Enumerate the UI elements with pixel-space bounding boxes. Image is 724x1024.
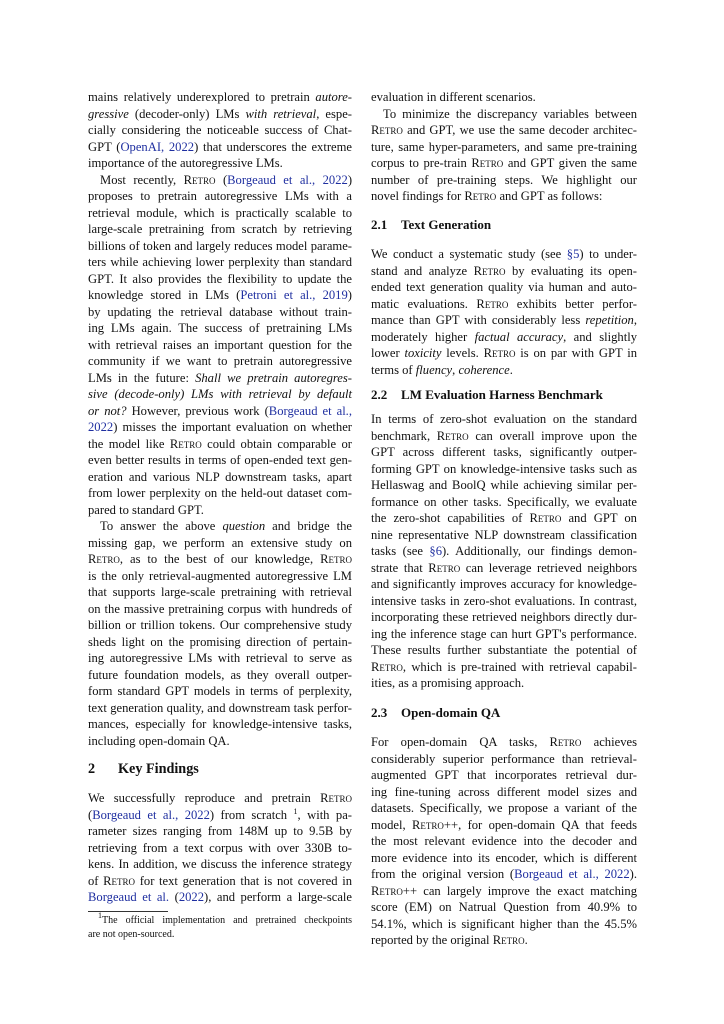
text-run: and GPT as follows:	[496, 189, 603, 203]
text-line	[88, 271, 352, 288]
text-line	[88, 337, 352, 354]
text-line	[88, 601, 352, 618]
text-line	[371, 345, 637, 362]
model-name: Retro	[476, 296, 509, 311]
text-line	[88, 469, 352, 486]
text-run: considerably superior performance than retrieval-	[371, 751, 637, 766]
text-run: knowledge stored in LMs (	[88, 288, 241, 302]
text-run: (	[88, 807, 93, 822]
text-run: and GPT on	[561, 511, 637, 525]
text-line	[88, 667, 352, 684]
text-line	[88, 807, 352, 824]
text-line	[371, 527, 637, 544]
text-line	[371, 155, 637, 172]
text-run: ), and perform a large-scale	[204, 890, 353, 904]
text-line	[88, 370, 352, 387]
text-run: exhibits better perfor-	[508, 296, 637, 311]
text-run: ing the inference stage can hurt GPT's performance.	[371, 626, 637, 641]
section-number: 2	[88, 761, 96, 777]
text-run: matic evaluations.	[371, 296, 477, 311]
model-name: Retro	[529, 511, 562, 525]
text-run: In terms of zero-shot evaluation on the standard	[371, 412, 637, 426]
text-run: is the only retrieval-augmented autoregressive LM	[88, 568, 352, 583]
footnote-marker: 1	[293, 806, 298, 816]
text-run: We successfully reproduce and pretrain	[88, 791, 321, 805]
text-run: mances, especially for knowledge-intensive tasks,	[88, 717, 352, 731]
text-run: benchmark,	[371, 428, 437, 443]
text-line	[371, 246, 637, 263]
text-run: , and slightly	[563, 329, 637, 344]
emphasis-text: or not?	[88, 403, 127, 418]
text-run: lower	[371, 346, 405, 360]
text-run: score (EM) on Natrual Question from 40.9% to	[371, 900, 637, 914]
text-run: corpus to pre-train	[371, 156, 472, 170]
text-line	[88, 634, 352, 651]
text-line	[371, 461, 637, 478]
text-run: forming GPT on knowledge-intensive tasks such as	[371, 461, 637, 476]
text-line	[371, 850, 637, 867]
text-line	[371, 494, 637, 511]
model-name: Retro	[103, 873, 136, 888]
section-heading-key-findings	[88, 760, 199, 778]
text-run: retrieving from a text corpus with over 330B to-	[88, 840, 352, 855]
text-run: achieves	[581, 735, 637, 749]
text-run: incorporating these retrieved neighbors directly dur-	[371, 610, 637, 624]
text-line	[88, 205, 352, 222]
text-line	[88, 568, 352, 585]
text-run: for text generation that is not covered in	[135, 873, 353, 888]
emphasis-text: with retrieval	[245, 106, 317, 121]
text-run: To minimize the discrepancy variables between	[383, 106, 637, 121]
text-run: from the original version (	[371, 867, 515, 881]
subsection-number: 2.1	[371, 217, 388, 232]
text-run: and GPT, we use the same decoder architec-	[402, 123, 637, 137]
text-run: ) that underscores the extreme	[194, 139, 352, 154]
text-run: ended text generation quality via human and auto-	[371, 280, 637, 294]
text-run: cially considering the noticeable success of Chat-	[88, 123, 352, 137]
text-line	[88, 928, 352, 942]
text-line	[371, 89, 637, 106]
subsection-title: LM Evaluation Harness Benchmark	[401, 387, 603, 402]
text-line	[371, 593, 637, 610]
text-line	[88, 172, 352, 189]
text-line	[88, 221, 352, 238]
text-run: reported by the original	[371, 933, 493, 947]
subsection-heading-lm-eval	[371, 386, 603, 404]
text-run: ) from scratch	[209, 807, 294, 822]
text-line	[371, 916, 637, 933]
text-run: rameter sizes ranging from 148M up to 9.5B by	[88, 824, 352, 838]
text-run: , which is pre-trained with retrieval capabil-	[402, 659, 637, 674]
citation-link[interactable]: §5	[566, 247, 580, 261]
model-name: Retro	[371, 123, 403, 137]
text-run: eration and various NLP downstream tasks, apart	[88, 469, 352, 484]
text-line	[371, 609, 637, 626]
text-run: levels.	[441, 346, 484, 360]
text-run: GPT. It also provides the flexibility to update the	[88, 271, 352, 286]
emphasis-text: Shall we pretrain autoregres-	[195, 370, 352, 385]
text-line	[88, 353, 352, 370]
paragraph	[371, 246, 637, 378]
paragraph	[88, 172, 352, 519]
text-line	[88, 188, 352, 205]
citation-link[interactable]: Borgeaud et al., 2022	[227, 172, 348, 187]
text-run: on the massive pretraining corpus with hundreds of	[88, 601, 352, 616]
footnote	[88, 911, 352, 942]
model-name: Retro	[183, 172, 216, 187]
text-run: .	[524, 933, 528, 947]
text-line	[88, 617, 352, 634]
text-run: by updating the retrieval database without train-	[88, 304, 352, 319]
text-run: the zero-shot capabilities of	[371, 511, 530, 525]
subsection-title: Open-domain QA	[401, 705, 501, 720]
emphasis-text: coherence	[458, 362, 510, 377]
text-line	[88, 535, 352, 552]
text-line	[88, 452, 352, 469]
text-run: more evidence into its encoder, which is different	[371, 850, 637, 865]
text-run: We conduct a systematic study (see	[371, 247, 567, 261]
text-run: sheds light on the promising direction of pertain-	[88, 634, 352, 649]
text-line	[88, 650, 352, 667]
text-run: future foundation models, as they overall outper-	[88, 667, 352, 682]
citation-link[interactable]: 2022	[178, 890, 204, 904]
citation-link[interactable]: Petroni et al., 2019	[240, 288, 348, 302]
text-run: ture, same hyper-parameters, and same pre-training	[371, 139, 637, 154]
text-line	[88, 840, 352, 857]
text-run: nine representative NLP downstream classification	[371, 527, 637, 542]
text-run: billions of token and largely reduces model parame-	[88, 238, 352, 253]
text-run: , espe-	[316, 106, 353, 121]
emphasis-text: sive (decode-only) LMs with retrieval by default	[88, 387, 352, 401]
text-line	[371, 560, 637, 577]
model-name: Retro	[483, 346, 516, 360]
text-run: ). Additionally, our findings demon-	[441, 544, 637, 558]
emphasis-text: toxicity	[404, 346, 442, 360]
open-domain-qa-text	[371, 734, 637, 949]
text-line	[371, 642, 637, 659]
text-line	[371, 411, 637, 428]
text-run: novel findings for	[371, 189, 465, 203]
left-intro-text	[88, 89, 352, 749]
text-line	[88, 683, 352, 700]
subsection-title: Text Generation	[401, 217, 492, 232]
citation-link[interactable]: Borgeaud et al., 2022	[514, 867, 630, 881]
text-line	[88, 733, 352, 750]
text-line	[371, 139, 637, 156]
text-run: Hellaswag and BoolQ while achieving similar per-	[371, 478, 637, 492]
text-run: )	[347, 172, 353, 187]
text-line	[88, 106, 352, 123]
text-run: However, previous work (	[126, 403, 269, 418]
text-line	[88, 856, 352, 873]
text-line	[88, 889, 352, 906]
text-line	[88, 502, 352, 519]
text-run: ,	[633, 313, 637, 327]
model-name: Retro	[492, 933, 525, 947]
model-name: Retro	[371, 659, 403, 674]
text-run: GPT (	[88, 139, 121, 154]
text-run: text generation quality, and downstream task perfor-	[88, 700, 352, 715]
text-line	[371, 106, 637, 123]
text-run: that supports large-scale pretraining with retrieval	[88, 585, 352, 599]
text-run: from lower perplexity on the held-out dataset com-	[88, 486, 352, 500]
text-run: .	[509, 362, 513, 377]
paragraph	[371, 89, 637, 106]
citation-link[interactable]: §6	[429, 544, 442, 558]
text-run: large-scale pretraining from scratch by retrieving	[88, 222, 352, 236]
text-line	[371, 477, 637, 494]
emphasis-text: gressive	[88, 106, 129, 121]
text-line	[371, 428, 637, 445]
text-run: number of pre-training steps. We highlight our	[371, 172, 637, 187]
emphasis-text: factual accuracy	[474, 329, 564, 344]
text-line	[371, 833, 637, 850]
text-run: , for open-domain QA that feeds	[458, 817, 637, 832]
model-name: Retro	[320, 791, 352, 805]
text-line	[371, 675, 637, 692]
text-line	[88, 89, 352, 106]
text-generation-text	[371, 246, 637, 378]
text-line	[371, 767, 637, 784]
text-run: including open-domain QA.	[88, 733, 230, 748]
text-run: ters while achieving lower perplexity than standard	[88, 255, 352, 269]
model-name: Retro	[320, 552, 352, 566]
text-line	[371, 899, 637, 916]
text-line	[88, 287, 352, 304]
text-run: can overall improve upon the	[468, 428, 637, 443]
text-line	[88, 254, 352, 271]
citation-link[interactable]: Borgeaud et al., 2022	[92, 807, 210, 822]
text-run: retrieval module, which is practically scalable to	[88, 205, 352, 220]
text-run: the model like	[88, 436, 170, 451]
text-line	[88, 911, 352, 928]
text-run: importance of the autoregressive LMs.	[88, 156, 283, 170]
text-run: augmented GPT that incorporates retrieval dur-	[371, 768, 637, 782]
text-run: GPT across different tasks, significantly outper-	[371, 445, 637, 459]
text-run: mains relatively underexplored to pretrain	[88, 90, 316, 104]
text-line	[88, 238, 352, 255]
text-run: proposes to pretrain autoregressive LMs with a	[88, 189, 352, 203]
text-run: form standard GPT models in terms of perplexity,	[88, 684, 352, 698]
text-line	[371, 800, 637, 817]
text-run: of	[88, 873, 104, 888]
model-name: Retro++	[411, 817, 459, 832]
text-line	[371, 932, 637, 949]
text-line	[371, 784, 637, 801]
subsection-number: 2.3	[371, 705, 388, 720]
text-run: stand and analyze	[371, 263, 474, 278]
citation-link[interactable]: OpenAI, 2022	[120, 139, 195, 154]
model-name: Retro++	[371, 883, 418, 898]
text-run: moderately higher	[371, 329, 475, 344]
subsection-number: 2.2	[371, 387, 388, 402]
section-title: Key Findings	[118, 761, 199, 777]
text-line	[88, 419, 352, 436]
text-line	[88, 139, 352, 156]
text-run: ).	[629, 867, 637, 881]
text-run: formance on other tasks. Specifically, we evaluate	[371, 494, 637, 509]
text-line	[371, 659, 637, 676]
text-run: ities, as a promising approach.	[371, 676, 525, 690]
text-run: LMs in the future:	[88, 370, 196, 385]
text-run: with retrieval raises an important question for the	[88, 337, 352, 352]
text-run: missing gap, we perform an extensive study on	[88, 535, 352, 550]
text-run: could obtain comparable or	[201, 436, 352, 451]
paragraph	[371, 411, 637, 692]
text-line	[88, 823, 352, 840]
text-line	[371, 510, 637, 527]
model-name: Retro	[436, 428, 469, 443]
footnote-marker: 1	[98, 911, 102, 920]
text-run: can leverage retrieved neighbors	[460, 560, 637, 575]
text-run: the most relevant evidence into the decoder and	[371, 834, 637, 848]
text-run: (decoder-only) LMs	[128, 106, 246, 121]
text-run: The official implementation and pretrained checkpoints	[102, 915, 352, 926]
text-line	[88, 700, 352, 717]
text-run: evaluation in different scenarios.	[371, 90, 536, 104]
text-line	[371, 329, 637, 346]
model-name: Retro	[471, 156, 504, 170]
paragraph	[88, 89, 352, 172]
text-run: model,	[371, 817, 412, 832]
text-run: ) misses the important evaluation on whether	[113, 420, 352, 434]
text-run: and significantly improves accuracy for knowledge-	[371, 577, 637, 591]
text-run: are not open-sourced.	[88, 929, 175, 940]
model-name: Retro	[88, 552, 120, 566]
text-line	[88, 873, 352, 890]
text-line	[88, 155, 352, 172]
text-run: can largely improve the exact matching	[417, 883, 637, 898]
text-run: pared to standard GPT.	[88, 502, 204, 517]
model-name: Retro	[549, 735, 582, 749]
text-line	[88, 716, 352, 733]
text-run: To answer the above	[100, 519, 223, 533]
text-line	[371, 543, 637, 560]
model-name: Retro	[464, 189, 497, 203]
text-run: terms of	[371, 362, 416, 377]
text-run: ) to under-	[579, 247, 637, 261]
text-run: billion or trillion tokens. Our comprehensive study	[88, 618, 352, 632]
text-run: strate that	[371, 560, 429, 575]
text-run: 54.1%, which is significant higher than the 45.5%	[371, 916, 637, 931]
text-line	[371, 576, 637, 593]
text-line	[88, 386, 352, 403]
text-run: (	[215, 172, 228, 187]
text-line	[371, 188, 637, 205]
text-run: These results further substantiate the potential of	[371, 643, 637, 657]
subsection-heading-text-generation	[371, 216, 491, 234]
text-run: is on par with GPT in	[515, 346, 637, 360]
text-line	[88, 403, 352, 420]
citation-link[interactable]: 2022	[88, 420, 114, 434]
text-run: ,	[452, 362, 459, 377]
text-run: ing autoregressive LMs with retrieval to serve as	[88, 651, 352, 665]
text-line	[88, 122, 352, 139]
paragraph	[88, 790, 352, 906]
text-line	[371, 263, 637, 280]
text-line	[88, 436, 352, 453]
text-run: community if we want to pretrain autoregressive	[88, 354, 352, 368]
text-line	[88, 518, 352, 535]
text-line	[371, 172, 637, 189]
text-line	[88, 320, 352, 337]
text-line	[88, 304, 352, 321]
model-name: Retro	[473, 263, 506, 278]
text-line	[371, 312, 637, 329]
text-line	[88, 790, 352, 807]
text-run: (	[169, 890, 179, 904]
text-run: and bridge the	[265, 519, 353, 533]
citation-link[interactable]: Borgeaud et al.,	[268, 403, 352, 418]
text-run: , as to the best of our knowledge,	[119, 552, 321, 566]
model-name: Retro	[428, 560, 461, 575]
subsection-heading-open-domain-qa	[371, 704, 500, 722]
text-run: kens. In addition, we discuss the inference strategy	[88, 857, 352, 871]
text-run: ing LMs again. The success of pretraining LMs	[88, 321, 352, 335]
paragraph	[371, 106, 637, 205]
text-run: datasets. Specifically, we propose a variant of the	[371, 801, 637, 815]
lm-eval-text	[371, 411, 637, 692]
emphasis-text: autore-	[315, 90, 352, 104]
text-run: even better results in terms of open-ended text gen-	[88, 453, 352, 467]
text-line	[371, 883, 637, 900]
emphasis-text: fluency	[415, 362, 453, 377]
text-run: mance than GPT with considerably less	[371, 313, 586, 327]
text-line	[371, 362, 637, 379]
text-line	[371, 626, 637, 643]
emphasis-text: repetition	[585, 313, 634, 327]
text-run: For open-domain QA tasks,	[371, 735, 550, 749]
text-line	[371, 296, 637, 313]
text-line	[88, 584, 352, 601]
citation-link[interactable]: Borgeaud et al.	[88, 890, 170, 904]
model-name: Retro	[169, 436, 202, 451]
text-run: by evaluating its open-	[505, 263, 637, 278]
text-run: and GPT given the same	[503, 156, 638, 170]
text-line	[371, 751, 637, 768]
text-line	[371, 279, 637, 296]
paragraph	[88, 911, 352, 942]
emphasis-text: question	[222, 519, 266, 533]
text-run: tasks (see	[371, 544, 430, 558]
text-run: , with pa-	[297, 807, 352, 822]
paragraph	[371, 734, 637, 949]
text-line	[371, 122, 637, 139]
text-line	[88, 485, 352, 502]
text-run: intensive tasks in zero-shot evaluations. In contrast,	[371, 593, 637, 608]
paragraph	[88, 518, 352, 749]
key-findings-text	[88, 790, 352, 906]
text-line	[371, 866, 637, 883]
text-run: )	[347, 288, 352, 302]
text-run: Most recently,	[100, 172, 184, 187]
text-line	[371, 734, 637, 751]
text-line	[371, 444, 637, 461]
text-line	[371, 817, 637, 834]
text-run: ing fine-tuning across different model sizes and	[371, 784, 637, 799]
right-intro-text	[371, 89, 637, 205]
text-line	[88, 551, 352, 568]
